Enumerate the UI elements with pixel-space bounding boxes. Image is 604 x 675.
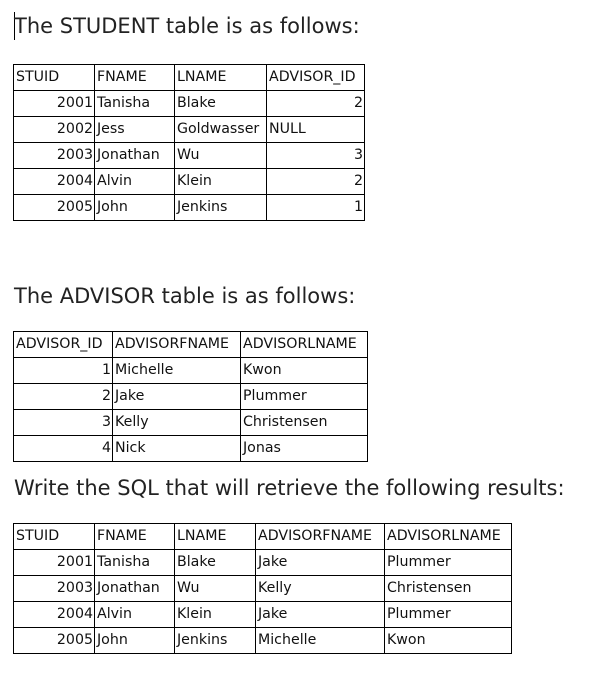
- table-cell: 1: [267, 195, 365, 221]
- table-cell: Alvin: [95, 602, 175, 628]
- question-text: Write the SQL that will retrieve the following results:: [14, 476, 565, 500]
- table-cell: Jake: [256, 602, 385, 628]
- header-row: [14, 332, 368, 358]
- table-cell: 2: [14, 384, 113, 410]
- header-cell: LNAME: [175, 524, 256, 550]
- header-cell: ADVISOR_ID: [267, 65, 365, 91]
- table-cell: 2002: [14, 117, 95, 143]
- table-cell: Plummer: [385, 550, 512, 576]
- table-row: [14, 117, 365, 143]
- table-cell: 2005: [14, 628, 95, 654]
- table-row: [14, 550, 512, 576]
- table-cell: Goldwasser: [175, 117, 267, 143]
- table-cell: Alvin: [95, 169, 175, 195]
- table-cell: 2003: [14, 576, 95, 602]
- table-cell: 2004: [14, 169, 95, 195]
- table-cell: Klein: [175, 169, 267, 195]
- table-cell: 2004: [14, 602, 95, 628]
- advisor-table: [13, 331, 368, 462]
- header-cell: ADVISOR_ID: [14, 332, 113, 358]
- header-cell: FNAME: [95, 524, 175, 550]
- table-cell: Michelle: [113, 358, 241, 384]
- table-row: [14, 410, 368, 436]
- result-table-body: [14, 524, 512, 654]
- header-row: [14, 65, 365, 91]
- table-cell: 2001: [14, 91, 95, 117]
- table-cell: Wu: [175, 143, 267, 169]
- table-row: [14, 91, 365, 117]
- student-table-heading: The STUDENT table is as follows:: [14, 14, 360, 38]
- table-cell: Jake: [256, 550, 385, 576]
- table-cell: 2: [267, 91, 365, 117]
- table-cell: Blake: [175, 550, 256, 576]
- table-cell: Jonathan: [95, 143, 175, 169]
- table-cell: Plummer: [241, 384, 368, 410]
- table-cell: Kelly: [113, 410, 241, 436]
- table-cell: John: [95, 195, 175, 221]
- table-cell: NULL: [267, 117, 365, 143]
- table-cell: Kwon: [241, 358, 368, 384]
- table-cell: Wu: [175, 576, 256, 602]
- table-cell: Jenkins: [175, 628, 256, 654]
- table-cell: 2005: [14, 195, 95, 221]
- table-cell: Nick: [113, 436, 241, 462]
- table-cell: Jess: [95, 117, 175, 143]
- table-cell: Christensen: [385, 576, 512, 602]
- table-row: [14, 602, 512, 628]
- table-cell: Kelly: [256, 576, 385, 602]
- table-cell: Tanisha: [95, 550, 175, 576]
- header-cell: ADVISORFNAME: [256, 524, 385, 550]
- table-cell: 2003: [14, 143, 95, 169]
- table-cell: Plummer: [385, 602, 512, 628]
- header-cell: ADVISORLNAME: [385, 524, 512, 550]
- header-cell: LNAME: [175, 65, 267, 91]
- table-cell: Kwon: [385, 628, 512, 654]
- table-cell: Klein: [175, 602, 256, 628]
- student-table-body: [14, 65, 365, 221]
- header-row: [14, 524, 512, 550]
- table-row: [14, 358, 368, 384]
- table-row: [14, 436, 368, 462]
- table-cell: 4: [14, 436, 113, 462]
- table-cell: Jonathan: [95, 576, 175, 602]
- table-row: [14, 576, 512, 602]
- table-cell: Jake: [113, 384, 241, 410]
- table-cell: Blake: [175, 91, 267, 117]
- student-table: [13, 64, 365, 221]
- result-table: [13, 523, 512, 654]
- table-cell: Christensen: [241, 410, 368, 436]
- table-cell: 1: [14, 358, 113, 384]
- table-cell: 3: [267, 143, 365, 169]
- table-row: [14, 143, 365, 169]
- header-cell: ADVISORLNAME: [241, 332, 368, 358]
- table-cell: 3: [14, 410, 113, 436]
- table-row: [14, 628, 512, 654]
- table-cell: Jonas: [241, 436, 368, 462]
- table-row: [14, 195, 365, 221]
- header-cell: ADVISORFNAME: [113, 332, 241, 358]
- header-cell: FNAME: [95, 65, 175, 91]
- advisor-table-heading: The ADVISOR table is as follows:: [14, 284, 356, 308]
- header-cell: STUID: [14, 65, 95, 91]
- table-cell: 2: [267, 169, 365, 195]
- table-row: [14, 384, 368, 410]
- header-cell: STUID: [14, 524, 95, 550]
- table-cell: Michelle: [256, 628, 385, 654]
- table-row: [14, 169, 365, 195]
- table-cell: Jenkins: [175, 195, 267, 221]
- table-cell: Tanisha: [95, 91, 175, 117]
- table-cell: John: [95, 628, 175, 654]
- table-cell: 2001: [14, 550, 95, 576]
- advisor-table-body: [14, 332, 368, 462]
